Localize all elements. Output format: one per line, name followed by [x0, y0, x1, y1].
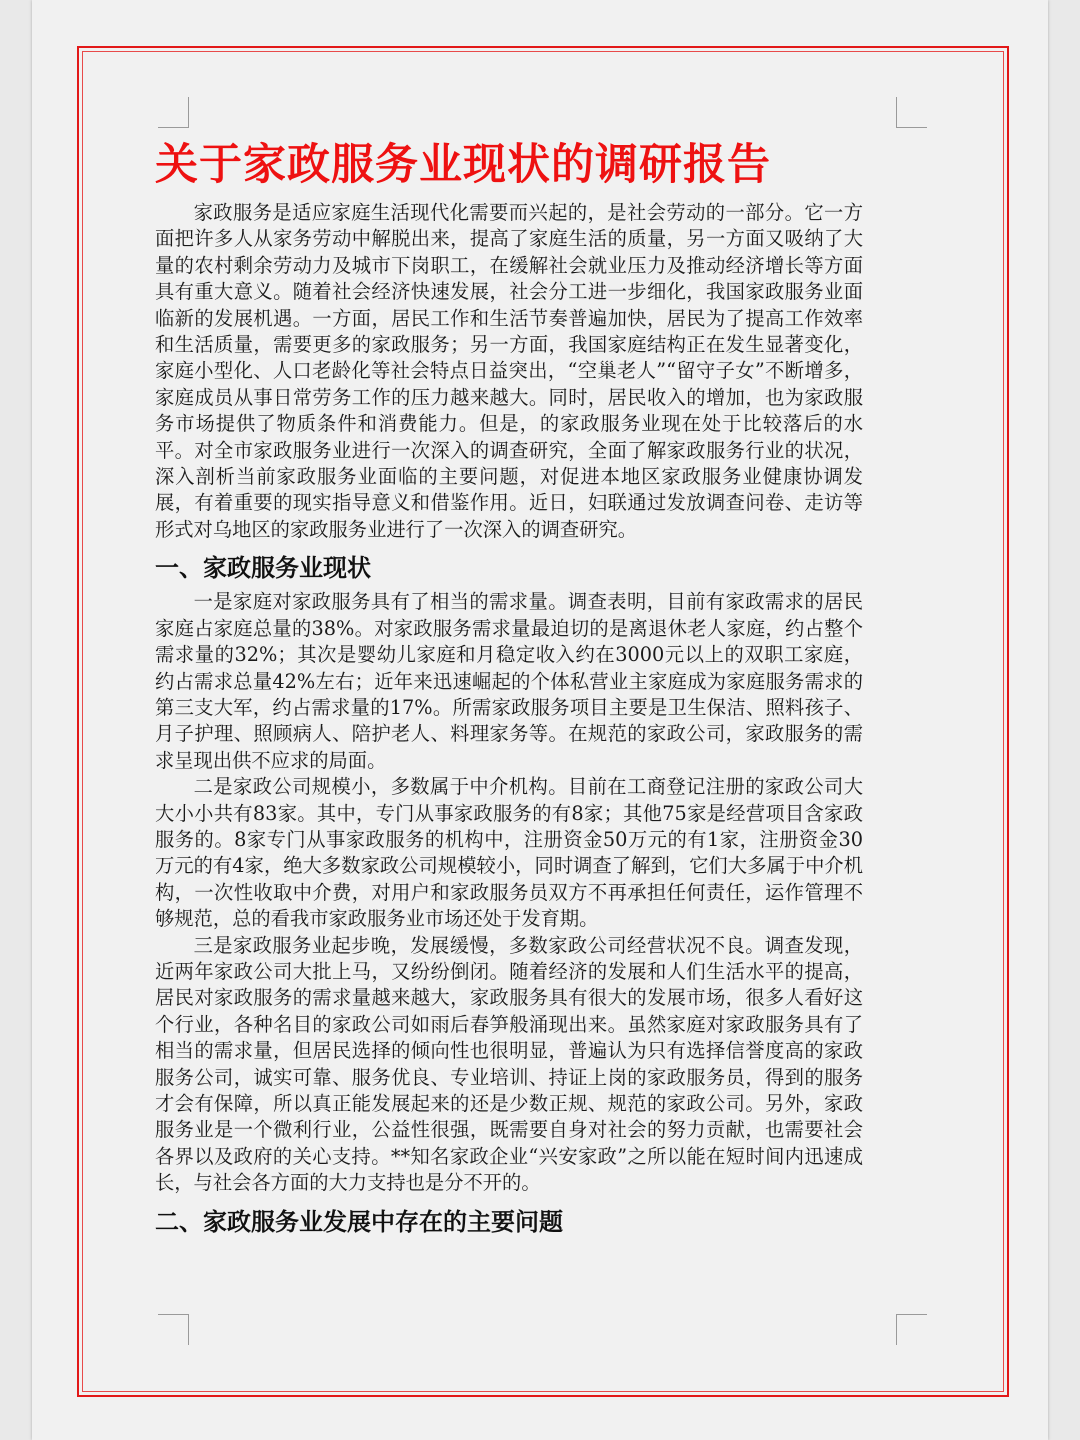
section1-paragraph-3: 三是家政服务业起步晚，发展缓慢，多数家政公司经营状况不良。调查发现，近两年家政公司大批上马，又纷纷倒闭。随着经济的发展和人们生活水平的提高，居民对家政服务的需求量越来越大，家政服务具有很大的发展市场，很多人看好这个行业，各种名目的家政公司如雨后春笋般涌现出来。虽然家庭对家政服务具有了相当的需求量，但居民选择的倾向性也很明显，普遍认为只有选择信誉度高的家政服务公司，诚实可靠、服务优良、专业培训、持证上岗的家政服务员，得到的服务才会有保障，所以真正能发展起来的还是少数正规、规范的家政公司。另外，家政服务业是一个微利行业，公益性很强，既需要自身对社会的努力贡献，也需要社会各界以及政府的关心支持。**知名家政企业“兴安家政”之所以能在短时间内迅速成长，与社会各方面的大力支持也是分不开的。 — [155, 933, 863, 1195]
section2-heading: 二、家政服务业发展中存在的主要问题 — [155, 1207, 563, 1236]
crop-mark-top-left — [158, 97, 189, 128]
section1-paragraph-2: 二是家政公司规模小，多数属于中介机构。目前在工商登记注册的家政公司大大小小共有83家。其中，专门从事家政服务的有8家；其他75家是经营项目含家政服务的。8家专门从事家政服务的机构中，注册资金50万元的有1家，注册资金30万元的有4家，绝大多数家政公司规模较小，同时调查了解到，它们大多属于中介机构，一次性收取中介费，对用户和家政服务员双方不再承担任何责任，运作管理不够规范，总的看我市家政服务业市场还处于发育期。 — [155, 775, 863, 931]
document-title: 关于家政服务业现状的调研报告 — [155, 140, 771, 190]
section1-paragraph-1: 一是家庭对家政服务具有了相当的需求量。调查表明，目前有家政需求的居民家庭占家庭总量的38%。对家政服务需求量最迫切的是离退休老人家庭，约占整个需求量的32%；其次是婴幼儿家庭和月稳定收入约在3000元以上的双职工家庭，约占需求总量42%左右；近年来迅速崛起的个体私营业主家庭成为家庭服务需求的第三支大军，约占需求量的17%。所需家政服务项目主要是卫生保洁、照料孩子、月子护理、照顾病人、陪护老人、料理家务等。在规范的家政公司，家政服务的需求呈现出供不应求的局面。 — [155, 590, 863, 772]
document-content — [155, 132, 863, 1243]
crop-mark-top-right — [896, 97, 927, 128]
crop-mark-bottom-right — [896, 1314, 927, 1345]
intro-paragraph: 家政服务是适应家庭生活现代化需要而兴起的，是社会劳动的一部分。它一方面把许多人从家务劳动中解脱出来，提高了家庭生活的质量，另一方面又吸纳了大量的农村剩余劳动力及城市下岗职工，在缓解社会就业压力及推动经济增长等方面具有重大意义。随着社会经济快速发展，社会分工进一步细化，我国家政服务业面临新的发展机遇。一方面，居民工作和生活节奏普遍加快，居民为了提高工作效率和生活质量，需要更多的家政服务；另一方面，我国家庭结构正在发生显著变化，家庭小型化、人口老龄化等社会特点日益突出，“空巢老人”“留守子女”不断增多，家庭成员从事日常劳务工作的压力越来越大。同时，居民收入的增加，也为家政服务市场提供了物质条件和消费能力。但是，的家政服务业现在处于比较落后的水平。对全市家政服务业进行一次深入的调查研究，全面了解家政服务行业的状况，深入剖析当前家政服务业面临的主要问题，对促进本地区家政服务业健康协调发展，有着重要的现实指导意义和借鉴作用。近日，妇联通过发放调查问卷、走访等形式对乌地区的家政服务业进行了一次深入的调查研究。 — [155, 201, 863, 541]
crop-mark-bottom-left — [158, 1314, 189, 1345]
section1-heading: 一、家政服务业现状 — [155, 554, 371, 583]
